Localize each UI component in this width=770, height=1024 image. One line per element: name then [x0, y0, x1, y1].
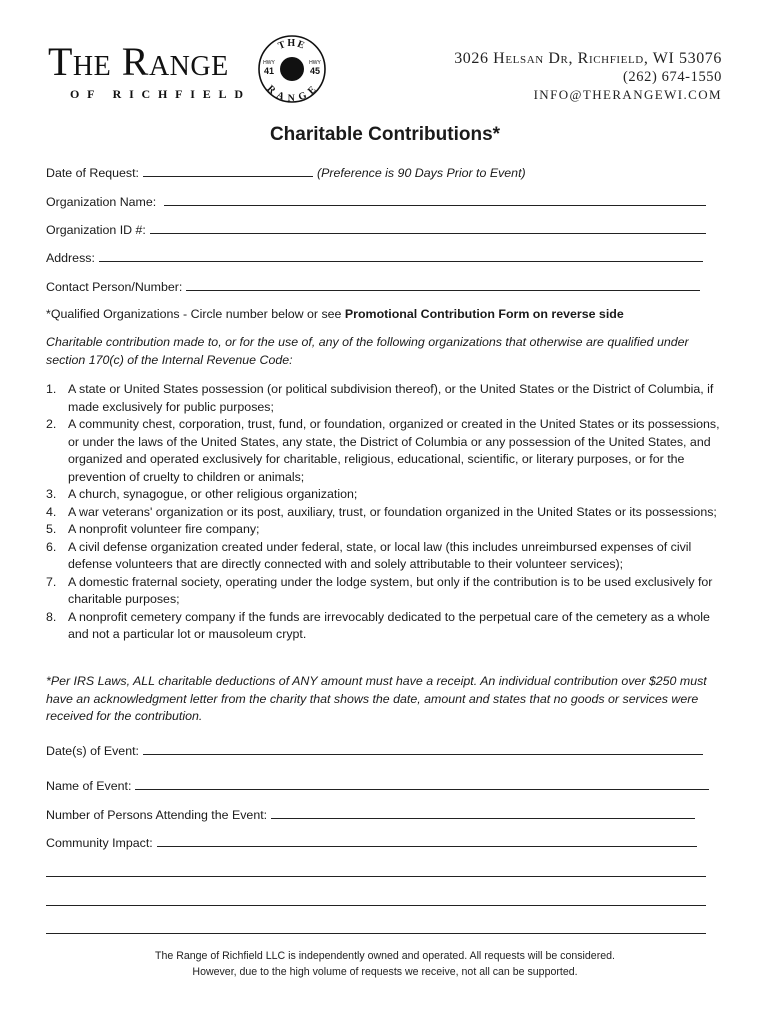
organization-item: [46, 609, 730, 644]
seal-right-num: 45: [309, 66, 321, 76]
organization-text: A war veterans' organization or its post, auxiliary, trust, or foundation organized in the United States or its possessions;: [68, 504, 717, 519]
qualified-organizations-note: [46, 306, 624, 322]
contact-person-field[interactable]: [186, 278, 700, 291]
organization-number[interactable]: 5.: [46, 522, 57, 536]
organization-id-field[interactable]: [150, 221, 706, 234]
event-dates-row: [46, 742, 703, 759]
date-preference-note: (Preference is 90 Days Prior to Event): [316, 166, 526, 180]
seal-left-num: 41: [263, 66, 275, 76]
intro-paragraph: Charitable contribution made to, or for the use of, any of the following organizations that otherwise are qualified under section 170(c) of the Internal Revenue Code:: [46, 335, 689, 367]
organization-item: [46, 574, 730, 609]
organization-item: [46, 486, 730, 504]
event-dates-label: Date(s) of Event:: [46, 744, 139, 758]
organization-item: [46, 416, 730, 486]
organization-text: A domestic fraternal society, operating under the lodge system, but only if the contribution is to be used exclusively for charitable purposes;: [68, 574, 713, 606]
seal-right-tag: HWY: [309, 60, 321, 66]
organization-name-field[interactable]: [164, 193, 706, 206]
qualified-text: *Qualified Organizations - Circle number below or see: [46, 307, 342, 321]
community-impact-line-2[interactable]: [46, 876, 706, 877]
persons-attending-row: [46, 806, 695, 823]
organization-item: [46, 521, 730, 539]
organization-number[interactable]: 3.: [46, 487, 57, 501]
organization-name-label: Organization Name:: [46, 195, 157, 209]
contact-block: [454, 50, 722, 104]
persons-attending-label: Number of Persons Attending the Event:: [46, 808, 268, 822]
address-field[interactable]: [99, 249, 703, 262]
organization-number[interactable]: 8.: [46, 609, 57, 624]
date-of-request-label: Date of Request:: [46, 166, 139, 180]
seal-emblem: [257, 34, 327, 104]
organization-text: A church, synagogue, or other religious organization;: [68, 487, 358, 501]
footer-line-1: The Range of Richfield LLC is independently owned and operated. All requests will be considered.: [155, 950, 615, 962]
community-impact-row: [46, 834, 697, 851]
organization-id-label: Organization ID #:: [46, 223, 146, 237]
brand-subtitle: OF RICHFIELD: [70, 87, 251, 101]
organization-number[interactable]: 1.: [46, 382, 57, 396]
community-impact-line-4[interactable]: [46, 933, 706, 934]
date-of-request-row: [46, 164, 526, 181]
organization-text: A civil defense organization created under federal, state, or local law (this includes unreimbursed expenses of civil defense volunteers that are directly connected with and solely attributable to their volunteer services);: [68, 539, 692, 571]
organization-number[interactable]: 4.: [46, 504, 57, 519]
seal-bottom-text: RANGE: [264, 83, 320, 104]
community-impact-field[interactable]: [157, 834, 697, 847]
brand-title: The Range: [48, 39, 229, 84]
event-name-label: Name of Event:: [46, 779, 132, 793]
organization-number[interactable]: 6.: [46, 539, 57, 554]
organization-item: [46, 381, 730, 416]
form-title: Charitable Contributions*: [269, 124, 501, 145]
contact-person-row: [46, 278, 700, 295]
organization-list: [46, 381, 730, 644]
contact-address: 3026 Helsan Dr, Richfield, WI 53076: [454, 50, 722, 67]
date-of-request-field[interactable]: [143, 164, 313, 177]
organization-id-row: [46, 221, 706, 238]
organization-number[interactable]: 7.: [46, 574, 57, 589]
footer-line-2: However, due to the high volume of requests we receive, not all can be supported.: [192, 966, 578, 978]
event-dates-field[interactable]: [143, 742, 703, 755]
organization-name-row: [46, 193, 706, 210]
organization-item: [46, 504, 730, 522]
range-seal-logo: [257, 34, 327, 104]
contact-phone: (262) 674-1550: [622, 69, 722, 85]
organization-text: A nonprofit cemetery company if the funds are irrevocably dedicated to the perpetual care of the cemetery as a whole and not a particular lot or mausoleum crypt.: [68, 609, 710, 641]
promotional-form-reference: Promotional Contribution Form on reverse side: [344, 307, 624, 321]
seal-top-text: THE: [276, 38, 308, 52]
event-name-field[interactable]: [135, 777, 709, 790]
address-row: [46, 249, 703, 266]
organization-text: A state or United States possession (or political subdivision thereof), or the United States or the District of Columbia, if made exclusively for public purposes;: [68, 382, 714, 414]
contact-person-label: Contact Person/Number:: [46, 280, 183, 294]
persons-attending-field[interactable]: [271, 806, 695, 819]
organization-text: A nonprofit volunteer fire company;: [68, 522, 260, 536]
footer-disclaimer: [0, 948, 770, 980]
organization-text: A community chest, corporation, trust, fund, or foundation, organized or created in the United States or its possessions, or under the laws of the United States, any state, the District of Columbia or any possession of the United States, and organized and operated exclusively for charitable, religious, educational, scientific, or literary purposes, or for the prevention of cruelty to children or animals;: [68, 417, 720, 484]
contact-email: INFO@THERANGEWI.COM: [533, 87, 722, 102]
community-impact-line-3[interactable]: [46, 905, 706, 906]
address-label: Address:: [46, 251, 95, 265]
organization-item: [46, 539, 730, 574]
organization-number[interactable]: 2.: [46, 417, 57, 431]
irs-note: *Per IRS Laws, ALL charitable deductions of ANY amount must have a receipt. An individual contribution over $250 must have an acknowledgment letter from the charity that shows the date, amount and states that no goods or services were received for the contribution.: [46, 674, 707, 723]
event-name-row: [46, 777, 709, 794]
community-impact-label: Community Impact:: [46, 836, 153, 850]
seal-left-tag: HWY: [263, 60, 275, 66]
